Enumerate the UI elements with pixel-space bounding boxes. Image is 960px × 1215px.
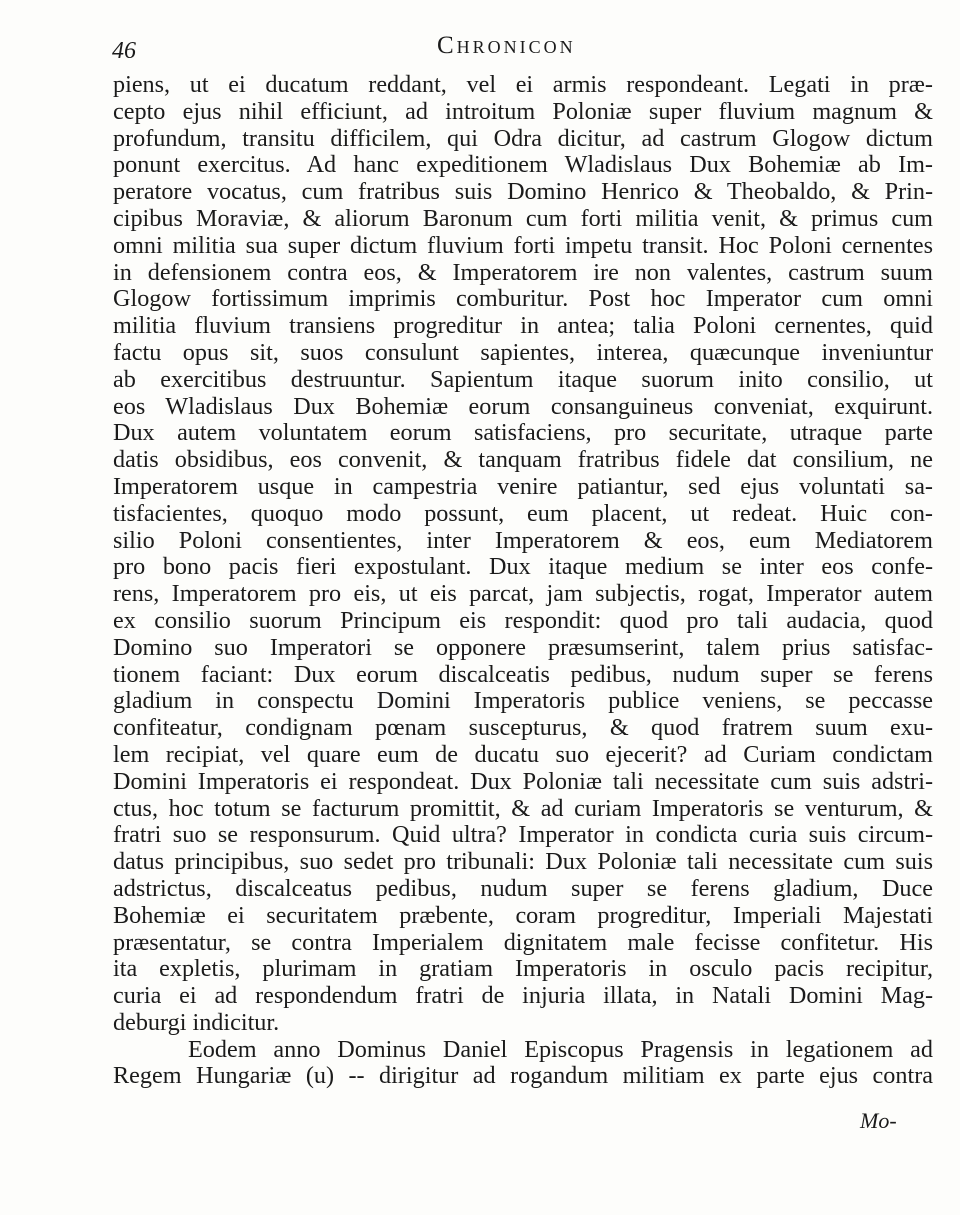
text-line: Eodem anno Dominus Daniel Episcopus Pragensis in legationem ad — [188, 1036, 933, 1063]
text-line: Domino suo Imperatori se opponere præsumserint, talem prius satisfac- — [113, 634, 933, 661]
text-line: ctus, hoc totum se facturum promittit, & ad curiam Imperatoris se venturum, & — [113, 795, 933, 822]
text-line: curia ei ad respondendum fratri de injuria illata, in Natali Domini Mag- — [113, 983, 933, 1010]
text-line: silio Poloni consentientes, inter Imperatorem & eos, eum Mediatorem — [113, 527, 933, 554]
text-line: deburgi indicitur. — [113, 1009, 280, 1036]
text-line: Dux autem voluntatem eorum satisfaciens, pro securitate, utraque parte — [113, 420, 933, 447]
text-line: piens, ut ei ducatum reddant, vel ei armis respondeant. Legati in præ- — [113, 72, 933, 98]
text-line: adstrictus, discalceatus pedibus, nudum super se ferens gladium, Duce — [113, 875, 933, 902]
running-title: Chronicon — [437, 32, 576, 59]
text-line: Domini Imperatoris ei respondeat. Dux Poloniæ tali necessitate cum suis adstri- — [113, 768, 933, 795]
text-line: ita expletis, plurimam in gratiam Imperatoris in osculo pacis recipitur, — [113, 956, 933, 983]
text-line: cepto ejus nihil efficiunt, ad introitum Poloniæ super fluvium magnum & — [113, 98, 933, 125]
chronicle-text — [113, 72, 933, 1090]
text-line: profundum, transitu difficilem, qui Odra dicitur, ad castrum Glogow dictum — [113, 125, 933, 152]
text-line: omni militia sua super dictum fluvium forti impetu transit. Hoc Poloni cernentes — [113, 232, 933, 259]
text-line: gladium in conspectu Domini Imperatoris publice veniens, se peccasse — [113, 688, 933, 715]
text-line: datus principibus, suo sedet pro tribunali: Dux Poloniæ tali necessitate cum suis — [113, 849, 933, 876]
text-line: tisfacientes, quoquo modo possunt, eum placent, ut redeat. Huic con- — [113, 500, 933, 527]
page-number: 46 — [112, 38, 136, 64]
text-line: Regem Hungariæ (u) -- dirigitur ad rogandum militiam ex parte ejus contra — [113, 1063, 933, 1090]
text-line: in defensionem contra eos, & Imperatorem ire non valentes, castrum suum — [113, 259, 933, 286]
text-line: fratri suo se responsurum. Quid ultra? Imperator in condicta curia suis circum- — [113, 822, 933, 849]
text-line: ab exercitibus destruuntur. Sapientum itaque suorum inito consilio, ut — [113, 366, 933, 393]
text-line: rens, Imperatorem pro eis, ut eis parcat, jam subjectis, rogat, Imperator autem — [113, 581, 933, 608]
text-line: confiteatur, condignam pœnam suscepturus, & quod fratrem suum exu- — [113, 715, 933, 742]
text-line: factu opus sit, suos consulunt sapientes, interea, quæcunque inveniuntur — [113, 339, 933, 366]
text-line: præsentatur, se contra Imperialem dignitatem male fecisse confitetur. His — [113, 929, 933, 956]
text-line: Bohemiæ ei securitatem præbente, coram progreditur, Imperiali Majestati — [113, 902, 933, 929]
text-line: lem recipiat, vel quare eum de ducatu suo ejecerit? ad Curiam condictam — [113, 741, 933, 768]
text-line: eos Wladislaus Dux Bohemiæ eorum consanguineus conveniat, exquirunt. — [113, 393, 933, 420]
text-line: tionem faciant: Dux eorum discalceatis pedibus, nudum super se ferens — [113, 661, 933, 688]
text-line: militia fluvium transiens progreditur in antea; talia Poloni cernentes, quid — [113, 313, 933, 340]
text-line: ex consilio suorum Principum eis respondit: quod pro tali audacia, quod — [113, 607, 933, 634]
text-line: peratore vocatus, cum fratribus suis Domino Henrico & Theobaldo, & Prin- — [113, 179, 933, 206]
text-line: datis obsidibus, eos convenit, & tanquam fratribus fidele dat consilium, ne — [113, 447, 933, 474]
text-line: pro bono pacis fieri expostulant. Dux itaque medium se inter eos confe- — [113, 554, 933, 581]
catchword: Mo- — [860, 1108, 897, 1133]
text-line: cipibus Moraviæ, & aliorum Baronum cum forti militia venit, & primus cum — [113, 205, 933, 232]
text-line: Glogow fortissimum imprimis comburitur. Post hoc Imperator cum omni — [113, 286, 933, 313]
text-line: ponunt exercitus. Ad hanc expeditionem Wladislaus Dux Bohemiæ ab Im- — [113, 152, 933, 179]
text-line: Imperatorem usque in campestria venire patiantur, sed ejus voluntati sa- — [113, 473, 933, 500]
